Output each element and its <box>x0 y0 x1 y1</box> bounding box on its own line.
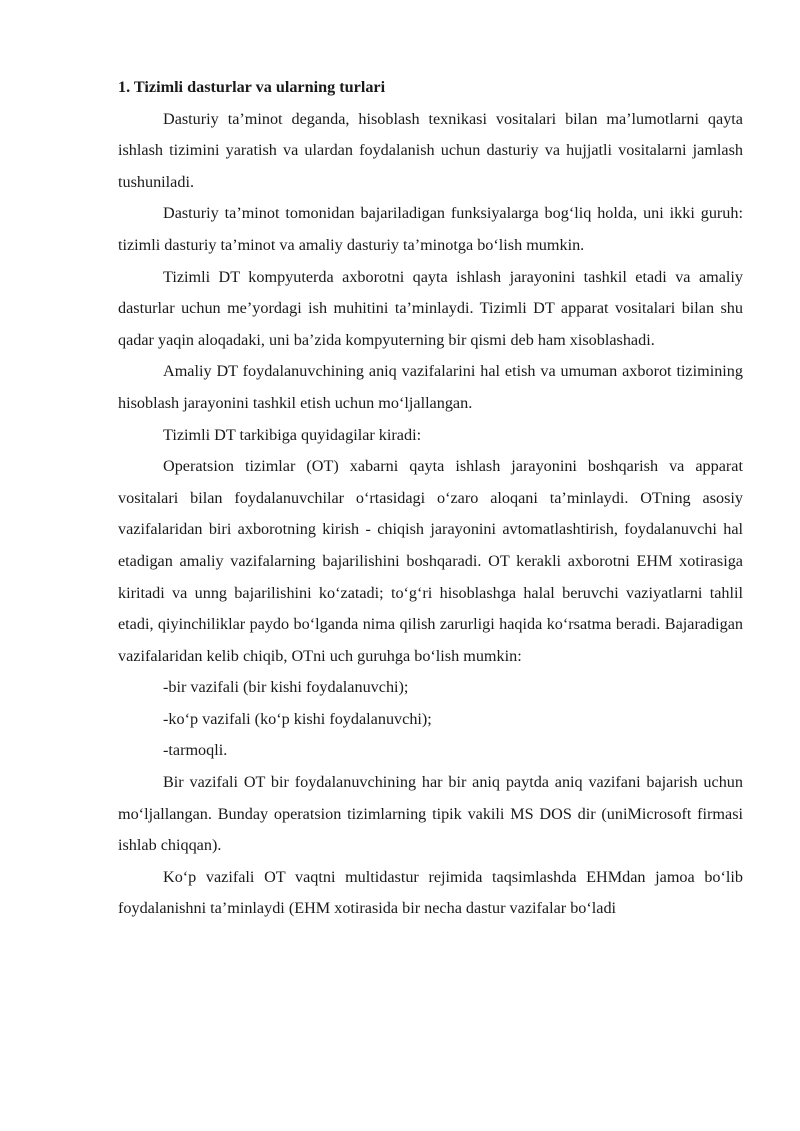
paragraph-software-definition: Dasturiy ta’minot deganda, hisoblash texnikasi vositalari bilan ma’lumotlarni qayta ishlash tizimini yaratish va ulardan foydalanish uchun dasturiy va hujjatli vositalarni jamlash tushuniladi. <box>118 109 743 191</box>
list-item-network: -tarmoqli. <box>163 741 228 760</box>
paragraph-system-software-contents: Tizimli DT tarkibiga quyidagilar kiradi: <box>163 425 422 444</box>
paragraph-software-groups: Dasturiy ta’minot tomonidan bajariladigan funksiyalarga bog‘liq holda, uni ikki guruh: tizimli dasturiy ta’minot va amaliy dasturiy ta’minotga bo‘lish mumkin. <box>118 204 743 254</box>
paragraph-single-task-os: Bir vazifali OT bir foydalanuvchining har bir aniq paytda aniq vazifani bajarish uchun mo‘ljallangan. Bunday operatsion tizimlarning tipik vakili MS DOS dir (uniMicrosoft firmasi ishlab chiqqan). <box>118 773 743 855</box>
paragraph-operating-systems: Operatsion tizimlar (OT) xabarni qayta ishlash jarayonini boshqarish va apparat vositalari bilan foydalanuvchilar o‘rtasidagi o‘zaro aloqani ta’minlaydi. OTning asosiy vazifalaridan biri axborotning kirish - chiqish jarayonini avtomatlashtirish, foydalanuvchi hal etadigan amaliy vazifalarning bajarilishini boshqaradi. OT kerakli axborotni EHM xotirasiga kiritadi va unng bajarilishini ko‘zatadi; to‘g‘ri hisoblashga halal beruvchi vaziyatlarni tahlil etadi, qiyinchiliklar paydo bo‘lganda nima qilish zarurligi haqida ko‘rsatma beradi. Bajaradigan vazifalaridan kelib chiqib, OTni uch guruhga bo‘lish mumkin: <box>118 457 743 665</box>
document-page <box>118 72 743 925</box>
list-item-multi-task: -ko‘p vazifali (ko‘p kishi foydalanuvchi); <box>163 709 432 728</box>
list-item-single-task: -bir vazifali (bir kishi foydalanuvchi); <box>163 678 409 697</box>
paragraph-multi-task-os: Ko‘p vazifali OT vaqtni multidastur rejimida taqsimlashda EHMdan jamoa bo‘lib foydalanishni ta’minlaydi (EHM xotirasida bir necha dastur vazifalar bo‘ladi <box>118 867 743 918</box>
paragraph-application-software: Amaliy DT foydalanuvchining aniq vazifalarini hal etish va umuman axborot tizimining hisoblash jarayonini tashkil etish uchun mo‘ljallangan. <box>118 362 743 412</box>
paragraph-system-software: Tizimli DT kompyuterda axborotni qayta ishlash jarayonini tashkil etadi va amaliy dasturlar uchun me’yordagi ish muhitini ta’minlaydi. Tizimli DT apparat vositalari bilan shu qadar yaqin aloqadaki, uni ba’zida kompyuterning bir qismi deb ham xisoblashadi. <box>118 267 743 349</box>
section-heading: 1. Tizimli dasturlar va ularning turlari <box>118 78 386 96</box>
